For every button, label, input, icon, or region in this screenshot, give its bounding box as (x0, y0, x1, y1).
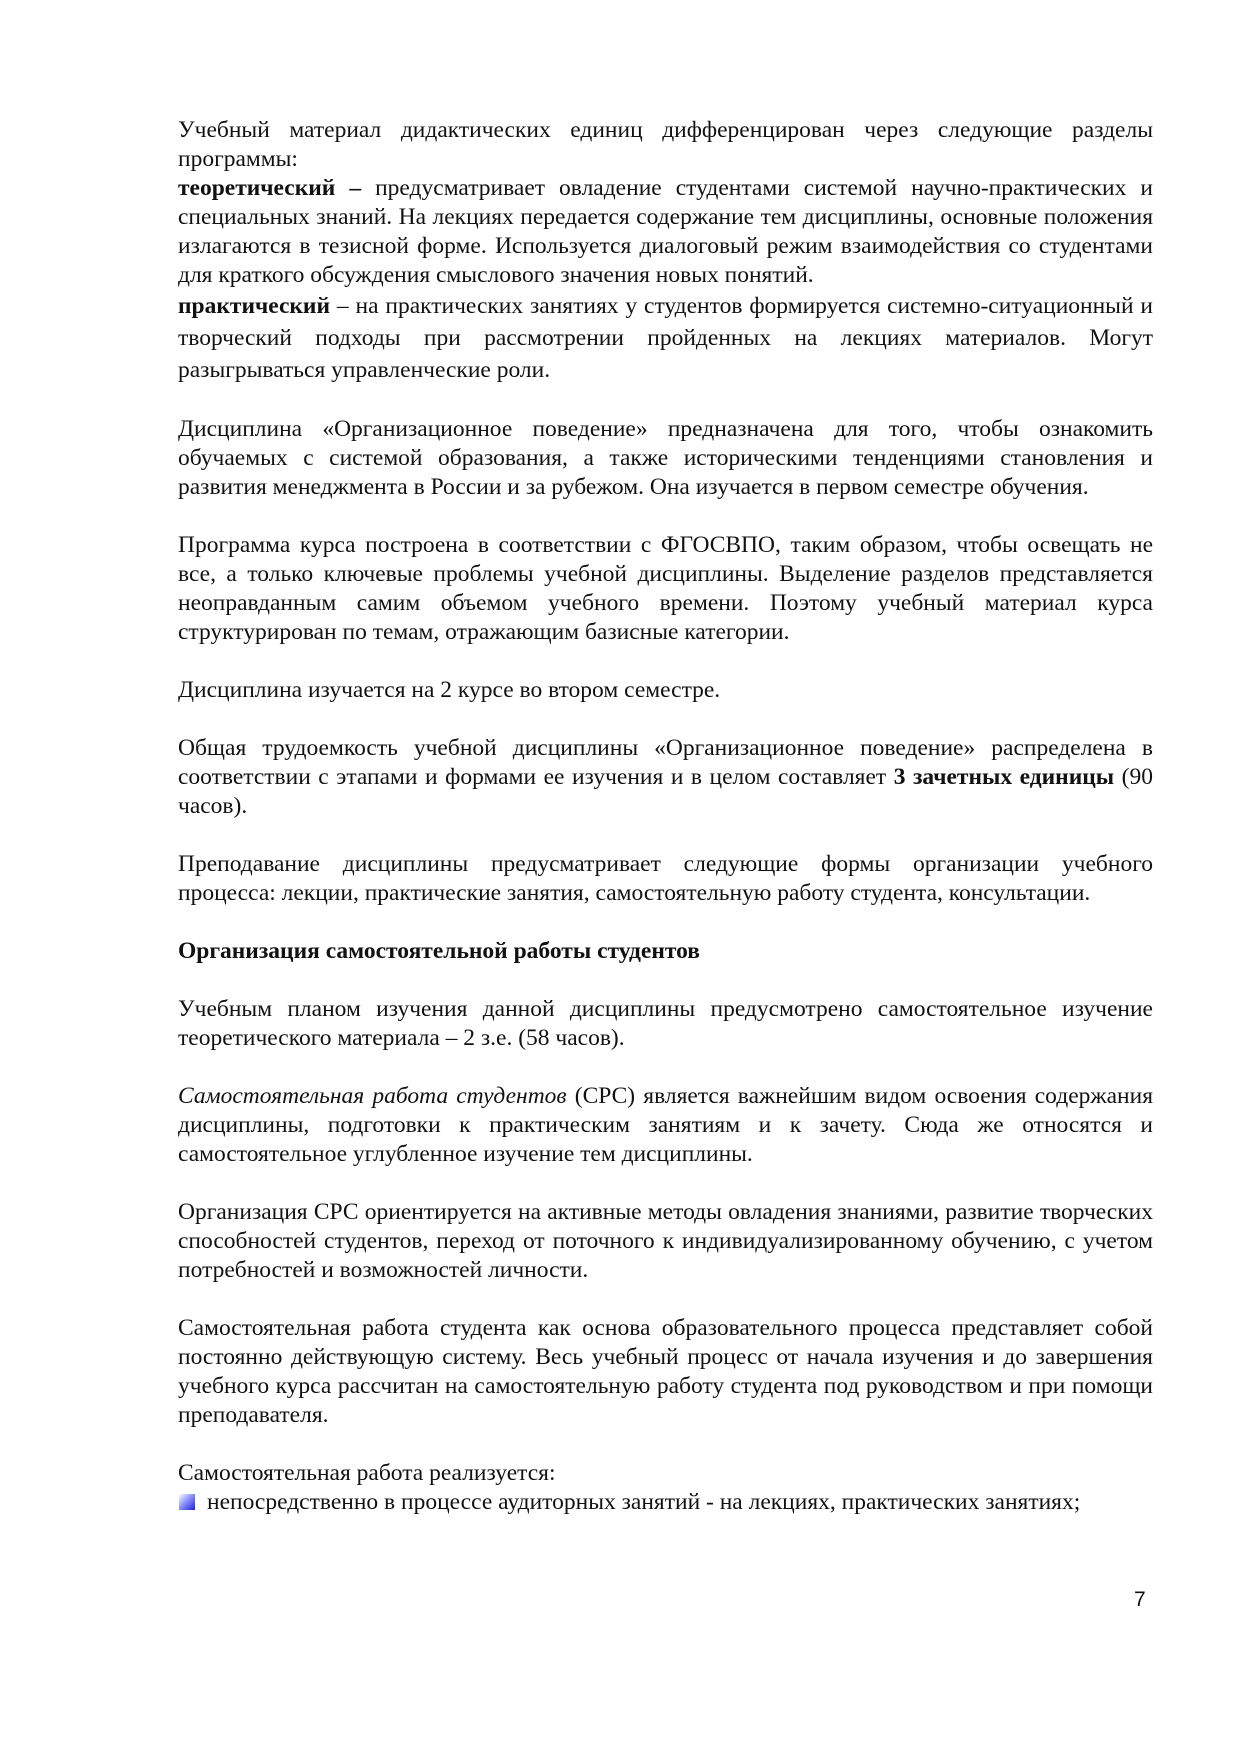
labor-text-b: (90 часов). (178, 764, 1153, 819)
labor-text-a: Общая трудоемкость учебной дисциплины «Организационное поведение» распределена в соответствии с этапами и формами ее изучения и в целом составляет (178, 735, 1153, 790)
discipline-paragraph: Дисциплина «Организационное поведение» предназначена для того, чтобы ознакомить обучаемых с системой образования, а также историческими тенденциями становления и развития менеджмента в России и за рубежом. Она изучается в первом семестре обучения. (178, 416, 1153, 500)
list-item (178, 1488, 1153, 1517)
plan-paragraph: Учебным планом изучения данной дисциплины предусмотрено самостоятельное изучение теоретического материала – 2 з.е. (58 часов). (178, 996, 1153, 1051)
section-heading: Организация самостоятельной работы студентов (178, 938, 700, 964)
theory-text: предусматривает овладение студентами системой научно-практических и специальных знаний. На лекциях передается содержание тем дисциплины, основные положения излагаются в тезисной форме. Используется диалоговый режим взаимодействия со студентами для краткого обсуждения смыслового значения новых понятий. (178, 175, 1153, 288)
labor-paragraph (178, 734, 1153, 821)
srs-term: Самостоятельная работа студентов (178, 1083, 567, 1109)
intro-paragraph: Учебный материал дидактических единиц дифференцирован через следующие разделы программы: (178, 117, 1153, 172)
basis-paragraph: Самостоятельная работа студента как основа образовательного процесса представляет собой постоянно действующую систему. Весь учебный процесс от начала изучения и до завершения учебного курса рассчитан на самостоятельную работу студента под руководством и при помощи преподавателя. (178, 1315, 1153, 1428)
realized-paragraph: Самостоятельная работа реализуется: (178, 1460, 556, 1486)
organization-paragraph: Организация СРС ориентируется на активные методы овладения знаниями, развитие творческих способностей студентов, переход от поточного к индивидуализированному обучению, с учетом потребностей и возможностей личности. (178, 1199, 1153, 1283)
program-paragraph: Программа курса построена в соответствии с ФГОСВПО, таким образом, чтобы освещать не все, а только ключевые проблемы учебной дисциплины. Выделение разделов представляется неоправданным самим объемом учебного времени. Поэтому учебный материал курса структурирован по темам, отражающим базисные категории. (178, 532, 1153, 645)
document-body (178, 116, 1153, 1517)
srs-paragraph (178, 1082, 1153, 1169)
practice-text: – на практических занятиях у студентов формируется системно-ситуационный и творческий подходы при рассмотрении пройденных на лекциях материалов. Могут разыгрываться управленческие роли. (178, 293, 1153, 383)
list-item-text: непосредственно в процессе аудиторных занятий - на лекциях, практических занятиях; (207, 1489, 1081, 1515)
gradient-square-bullet-icon (179, 1494, 195, 1510)
course-paragraph: Дисциплина изучается на 2 курсе во втором семестре. (178, 677, 721, 703)
theory-term: теоретический – (178, 175, 362, 201)
practice-paragraph (178, 290, 1153, 386)
page-number: 7 (1134, 1588, 1146, 1611)
srs-text: (СРС) является важнейшим видом освоения содержания дисциплины, подготовки к практическим занятиям и к зачету. Сюда же относятся и самостоятельное углубленное изучение тем дисциплины. (178, 1083, 1153, 1167)
theory-paragraph (178, 174, 1153, 290)
forms-paragraph: Преподавание дисциплины предусматривает следующие формы организации учебного процесса: лекции, практические занятия, самостоятельную работу студента, консультации. (178, 851, 1153, 906)
labor-credits: 3 зачетных единицы (893, 764, 1115, 790)
practice-term: практический (178, 293, 331, 319)
